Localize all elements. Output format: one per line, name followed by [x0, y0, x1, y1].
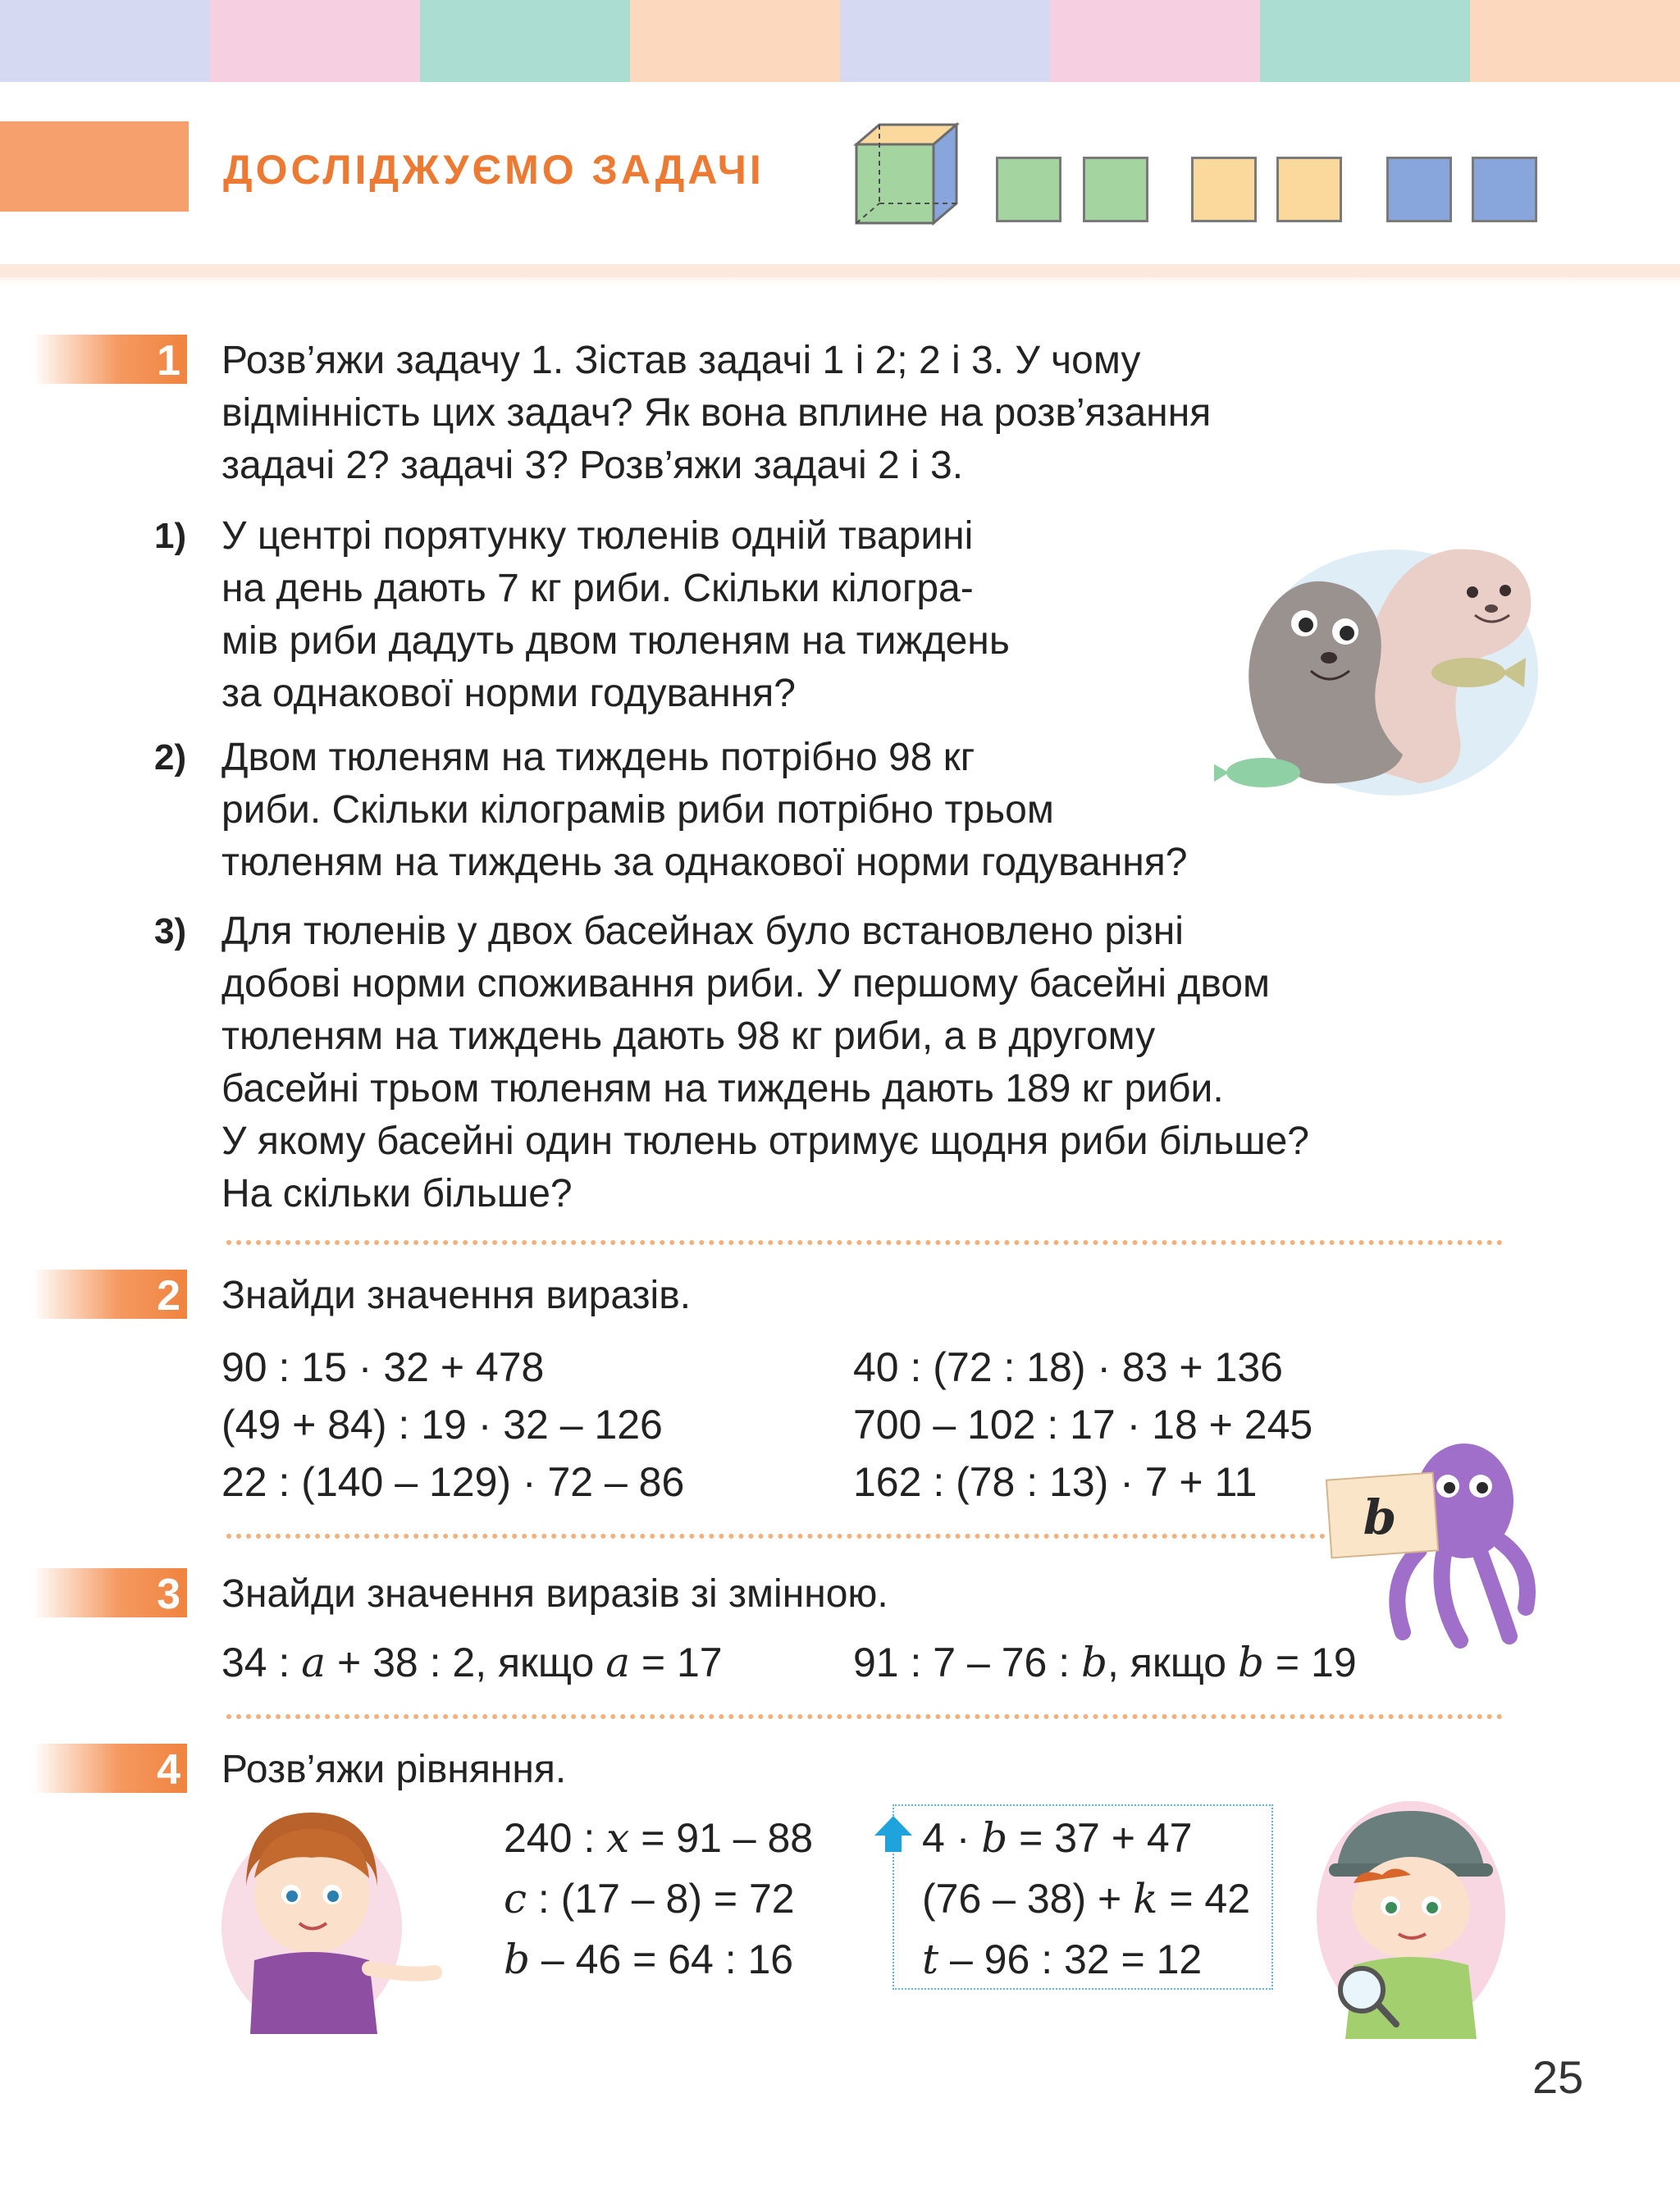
- page-number: 25: [1532, 2051, 1584, 2103]
- expression: (49 + 84) : 19 · 32 – 126: [221, 1402, 663, 1448]
- expression: 700 – 102 : 17 · 18 + 245: [853, 1402, 1313, 1448]
- header-shadow: [0, 277, 1680, 285]
- expression: 40 : (72 : 18) · 83 + 136: [853, 1344, 1283, 1390]
- task-2-badge: [33, 1270, 187, 1319]
- header-accent-bar: [0, 121, 189, 212]
- equation: [504, 1931, 793, 1988]
- subtask-text-line: риби. Скільки кілограмів риби потрібно трьом: [221, 788, 1054, 832]
- yellow-square: [1191, 157, 1257, 222]
- strip-block: [1050, 0, 1260, 82]
- subtask-label: 3): [154, 911, 187, 951]
- seals-illustration: [1214, 467, 1542, 812]
- expr-part: 34 :: [221, 1640, 302, 1685]
- section-title: ДОСЛІДЖУЄМО ЗАДАЧІ: [223, 147, 765, 193]
- task-number: 2: [157, 1272, 180, 1320]
- dotted-separator: [226, 1714, 1503, 1719]
- subtask-text-line: мів риби дадуть двом тюленям на тиждень: [221, 619, 1010, 663]
- strip-block: [0, 0, 210, 82]
- expr-part: 240 :: [504, 1815, 607, 1861]
- blue-square: [1386, 157, 1452, 222]
- boy-illustration: [1304, 1793, 1518, 2039]
- expr-part: (76 – 38) +: [922, 1876, 1134, 1922]
- subtask-text-line: тюленям на тиждень дають 98 кг риби, а в другому: [221, 1015, 1156, 1058]
- task-number: 3: [157, 1571, 180, 1618]
- subtask-label: 2): [154, 737, 187, 778]
- expr-part: + 38 : 2, якщо: [326, 1640, 606, 1685]
- subtask-text-line: на день дають 7 кг риби. Скільки кілогра-: [221, 567, 974, 610]
- arrow-up-icon: [873, 1814, 914, 1855]
- subtask-text-line: Двом тюленям на тиждень потрібно 98 кг: [221, 736, 975, 779]
- task-4-title: Розв’яжи рівняння.: [221, 1748, 567, 1791]
- subtask-text-line: Для тюленів у двох басейнах було встановлено різні: [221, 910, 1184, 953]
- task-1-text-line: задачі 2? задачі 3? Розв’яжи задачі 2 і 3.: [221, 444, 964, 487]
- header-divider: [0, 264, 1680, 277]
- green-square: [996, 157, 1061, 222]
- equation: [504, 1870, 795, 1927]
- expression: 162 : (78 : 13) · 7 + 11: [853, 1459, 1258, 1505]
- expr-part: = 37 + 47: [1007, 1815, 1193, 1861]
- task-1-badge: [33, 335, 187, 384]
- strip-block: [1470, 0, 1680, 82]
- expr-part: 91 : 7 – 76 :: [853, 1640, 1081, 1685]
- equation: [922, 1870, 1250, 1927]
- variable: k: [1133, 1875, 1158, 1922]
- variable: b: [981, 1814, 1008, 1862]
- task-2-title: Знайди значення виразів.: [221, 1274, 692, 1317]
- green-square: [1083, 157, 1148, 222]
- expr-part: = 91 – 88: [629, 1815, 814, 1861]
- girl-illustration: [213, 1796, 443, 2034]
- expr-part: = 17: [630, 1640, 723, 1685]
- subtask-text-line: У центрі порятунку тюленів одній тварині: [221, 514, 974, 558]
- subtask-label: 1): [154, 516, 187, 556]
- task-number: 4: [157, 1746, 180, 1794]
- variable: b: [504, 1936, 531, 1983]
- dotted-separator: [226, 1534, 1326, 1539]
- expression: 22 : (140 – 129) · 72 – 86: [221, 1459, 685, 1505]
- variable: x: [606, 1814, 630, 1862]
- variable: c: [504, 1875, 527, 1922]
- equation: [922, 1809, 1192, 1867]
- task-number: 1: [157, 337, 180, 385]
- subtask-text-line: за однакової норми годування?: [221, 672, 796, 715]
- strip-block: [840, 0, 1050, 82]
- equation: [922, 1931, 1202, 1988]
- expr-part: , якщо: [1107, 1640, 1239, 1685]
- strip-block: [420, 0, 630, 82]
- subtask-text-line: У якому басейні один тюлень отримує щодня риби більше?: [221, 1120, 1309, 1163]
- task-1-text-line: Розв’яжи задачу 1. Зістав задачі 1 і 2; 2 і 3. У чому: [221, 339, 1141, 382]
- cube-icon: [853, 121, 960, 226]
- dotted-separator: [226, 1240, 1503, 1245]
- yellow-square: [1276, 157, 1342, 222]
- strip-block: [210, 0, 420, 82]
- task-1-text-line: відмінність цих задач? Як вона вплине на розв’язання: [221, 391, 1212, 435]
- strip-block: [630, 0, 840, 82]
- subtask-text-line: басейні трьом тюленям на тиждень дають 189 кг риби.: [221, 1067, 1224, 1111]
- expr-part: = 19: [1264, 1640, 1357, 1685]
- variable: a: [605, 1639, 631, 1686]
- subtask-text-line: добові норми споживання риби. У першому басейні двом: [221, 962, 1271, 1006]
- expr-part: – 96 : 32 = 12: [938, 1936, 1203, 1982]
- top-color-strip: [0, 0, 1680, 82]
- expr-part: = 42: [1157, 1876, 1251, 1922]
- fish-icon: [1214, 758, 1300, 787]
- equation: [504, 1809, 813, 1867]
- strip-block: [1260, 0, 1470, 82]
- card-letter: b: [1363, 1489, 1397, 1545]
- expression: 90 : 15 · 32 + 478: [221, 1344, 545, 1390]
- variable: t: [922, 1936, 939, 1983]
- variable-expression: [221, 1634, 723, 1691]
- task-3-badge: [33, 1568, 187, 1617]
- blue-square: [1472, 157, 1537, 222]
- task-4-badge: [33, 1744, 187, 1793]
- variable: a: [301, 1639, 326, 1686]
- expr-part: : (17 – 8) = 72: [527, 1876, 795, 1922]
- variable: b: [1080, 1639, 1107, 1686]
- expr-part: – 46 = 64 : 16: [530, 1936, 794, 1982]
- subtask-text-line: тюленям на тиждень за однакової норми годування?: [221, 841, 1188, 884]
- expr-part: 4 ·: [922, 1815, 982, 1861]
- variable: b: [1238, 1639, 1265, 1686]
- subtask-text-line: На скільки більше?: [221, 1172, 573, 1215]
- variable-expression: [853, 1634, 1357, 1691]
- octopus-illustration: [1321, 1435, 1542, 1649]
- task-3-title: Знайди значення виразів зі змінною.: [221, 1572, 888, 1616]
